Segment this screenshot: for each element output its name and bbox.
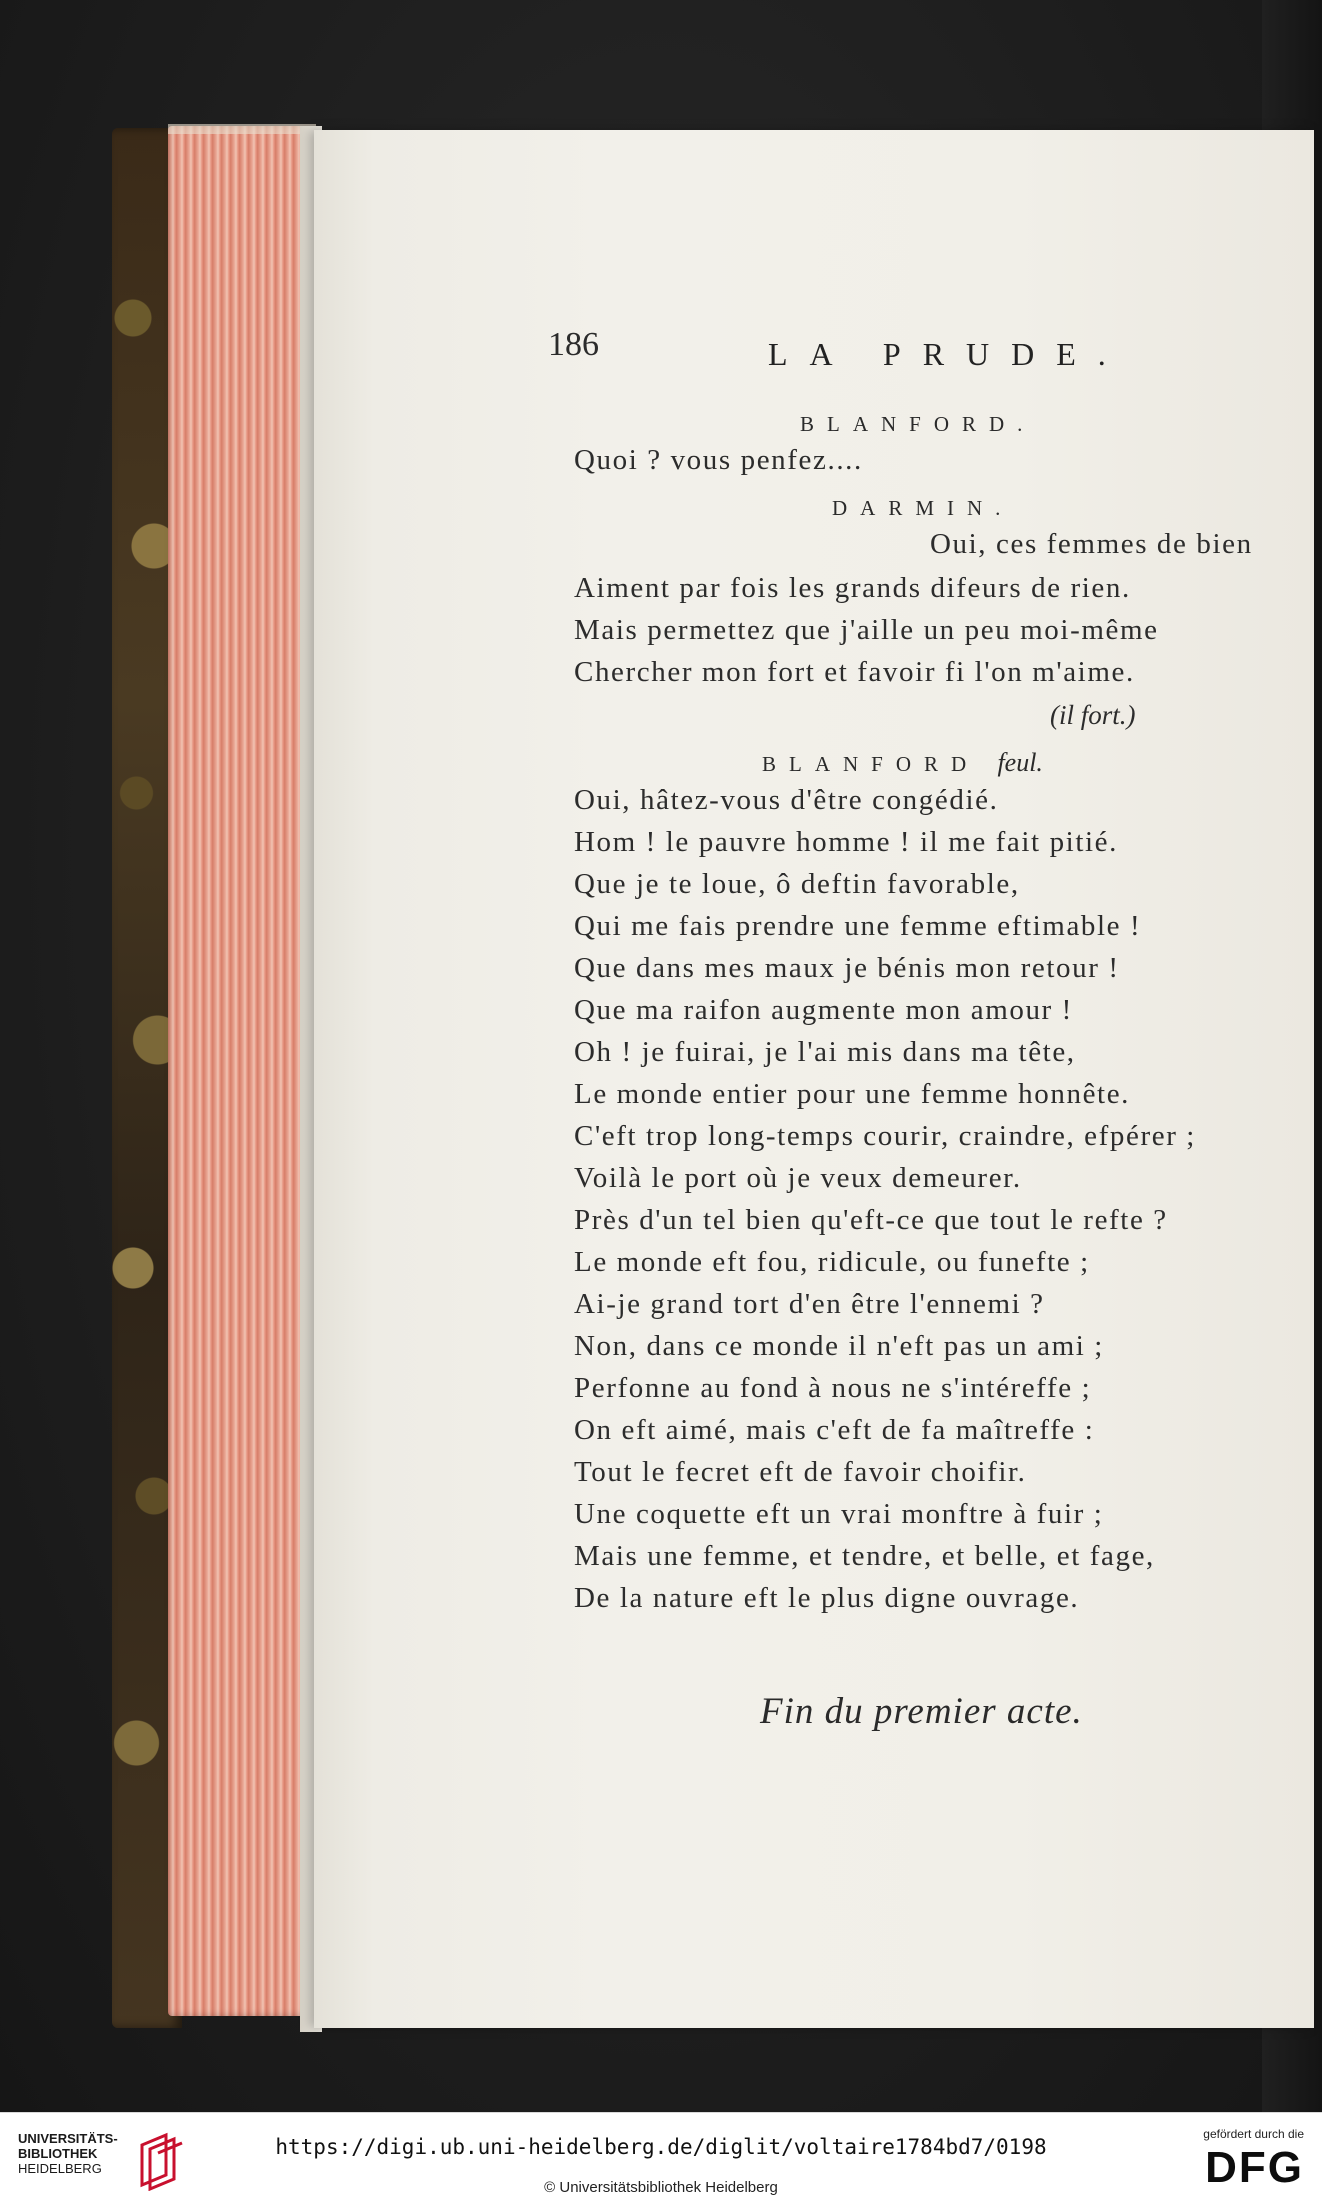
page-number: 186 (548, 326, 599, 363)
funding-logo[interactable] (1176, 2127, 1304, 2191)
verse-line: Que dans mes maux je bénis mon retour ! (574, 952, 1120, 984)
verse-line: Qui me fais prendre une femme eftimable ! (574, 910, 1142, 942)
verse-line: Chercher mon fort et favoir fi l'on m'aime. (574, 656, 1135, 688)
verse-line: Mais permettez que j'aille un peu moi-même (574, 614, 1159, 646)
verse-line: Oh ! je fuirai, je l'ai mis dans ma tête, (574, 1036, 1076, 1068)
library-name-line-3: HEIDELBERG (18, 2161, 102, 2176)
running-title: LA PRUDE. (768, 336, 1128, 372)
verse-line: Le monde entier pour une femme honnête. (574, 1078, 1131, 1110)
verse-line: Une coquette eft un vrai monftre à fuir ; (574, 1498, 1104, 1530)
verse-line: Tout le fecret eft de favoir choifir. (574, 1456, 1027, 1488)
verse-line: Hom ! le pauvre homme ! il me fait pitié. (574, 826, 1118, 858)
dfg-logo-text: DFG (1205, 2143, 1304, 2192)
verse-line: Aiment par fois les grands difeurs de rien. (574, 572, 1131, 604)
verse-line: Le monde eft fou, ridicule, ou funefte ; (574, 1246, 1090, 1278)
verse-line: Que ma raifon augmente mon amour ! (574, 994, 1073, 1026)
speaker-label: DARMIN. (832, 496, 1014, 520)
funding-text: gefördert durch die (1203, 2127, 1304, 2141)
speaker-name: BLANFORD (762, 752, 980, 776)
page-edges-top (168, 124, 316, 134)
speaker-label: BLANFORD. (800, 412, 1036, 436)
verse-line: Oui, ces femmes de bien (930, 528, 1253, 560)
verse-line: C'eft trop long-temps courir, craindre, efpérer ; (574, 1120, 1196, 1152)
verse-line: Près d'un tel bien qu'eft-ce que tout le refte ? (574, 1204, 1168, 1236)
end-of-act-line: Fin du premier acte. (760, 1691, 1083, 1732)
verse-line: Voilà le port où je veux demeurer. (574, 1162, 1022, 1194)
verse-line: On eft aimé, mais c'eft de fa maîtreffe : (574, 1414, 1095, 1446)
verse-line: Oui, hâtez-vous d'être congédié. (574, 784, 999, 816)
verse-line: De la nature eft le plus digne ouvrage. (574, 1582, 1080, 1614)
verse-line: Que je te loue, ô deftin favorable, (574, 868, 1020, 900)
verse-line: Ai-je grand tort d'en être l'ennemi ? (574, 1288, 1045, 1320)
library-name-line-1: UNIVERSITÄTS- (18, 2131, 118, 2146)
verse-line: Quoi ? vous penfez.... (574, 444, 863, 476)
page-edges (168, 126, 316, 2016)
viewer-footer (0, 2112, 1322, 2209)
permalink-url[interactable]: https://digi.ub.uni-heidelberg.de/diglit/voltaire1784bd7/0198 (275, 2135, 1047, 2159)
copyright-notice: © Universitätsbibliothek Heidelberg (544, 2179, 778, 2196)
speaker-stage-note: feul. (997, 748, 1043, 777)
verse-line: Perfonne au fond à nous ne s'intéreffe ; (574, 1372, 1092, 1404)
library-name-line-2: BIBLIOTHEK (18, 2146, 98, 2161)
verse-line: Mais une femme, et tendre, et belle, et fage, (574, 1540, 1155, 1572)
speaker-label (762, 748, 1043, 778)
verse-line: Non, dans ce monde il n'eft pas un ami ; (574, 1330, 1104, 1362)
stage-direction: (il fort.) (1050, 700, 1136, 730)
